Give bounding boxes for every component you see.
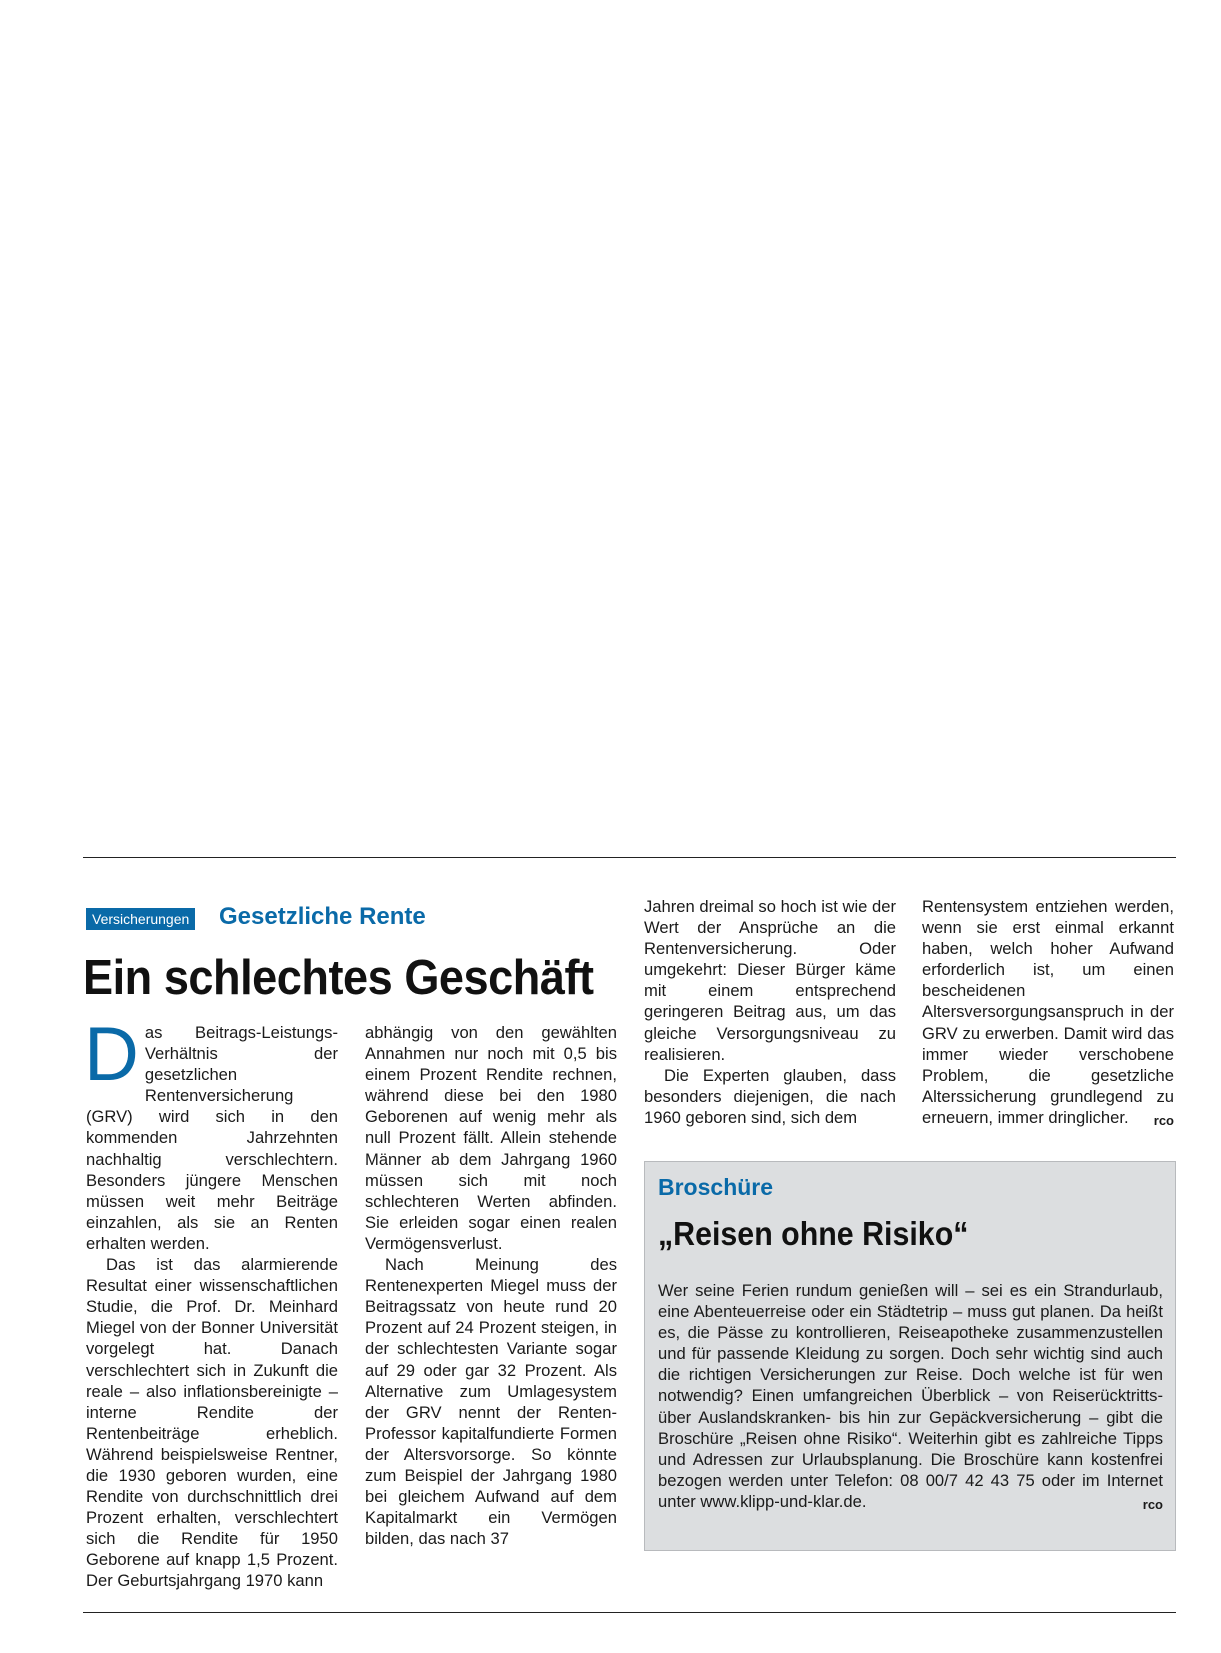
- infobox-kicker: Broschüre: [658, 1174, 774, 1200]
- paragraph-text: as Beitrags-Leistungs-Verhältnis der gesetzlichen Rentenversicherung (GRV) wird sich in den kommenden Jahrzehnten nachhaltig verschlechtern. Besonders jüngere Menschen müssen weit mehr Beiträge einzahlen, als sie an Renten erhalten werden.: [86, 1023, 338, 1253]
- paragraph-text: Wer seine Ferien rundum genießen will – sei es ein Strandurlaub, eine Abenteuerreise oder ein Städtetrip – muss gut planen. Da heißt es, die Pässe zu kontrollieren, Reiseapotheke zusammenzustellen und für passende Kleidung zu sorgen. Doch sehr wichtig sind auch die richtigen Versicherungen zur Reise. Doch welche ist für wen notwendig? Einen umfangreichen Überblick – von Reiserücktritts- über Auslandskranken- bis hin zur Gepäckversicherung – gibt die Broschüre „Reisen ohne Risiko“. Weiterhin gibt es zahlreiche Tipps und Adressen zur Urlaubsplanung. Die Broschüre kann kostenfrei bezogen werden unter Telefon: 08 00/7 42 43 75 oder im Internet unter www.klipp-und-klar.de.: [658, 1281, 1163, 1511]
- article-paragraph: Die Experten glauben, dass besonders diejenigen, die nach 1960 geboren sind, sich dem: [644, 1065, 896, 1127]
- bottom-rule: [83, 1612, 1176, 1613]
- article-headline: Ein schlechtes Geschäft: [83, 951, 594, 1005]
- infobox-body: [658, 1280, 1163, 1515]
- article-paragraph: Jahren dreimal so hoch ist wie der Wert der Ansprüche an die Rentenversicherung. Oder umgekehrt: Dieser Bürger käme mit einem entsprechend geringeren Beitrag aus, um das gleiche Versorgungsniveau zu realisieren.: [644, 897, 896, 1064]
- author-signature: rco: [1153, 1112, 1174, 1128]
- infobox-paragraph: [658, 1280, 1163, 1512]
- section-label: Versicherungen: [86, 908, 195, 930]
- drop-cap: D: [84, 1012, 139, 1097]
- article-paragraph: abhängig von den gewählten Annahmen nur noch mit 0,5 bis einem Prozent Rendite rechnen, während diese bei den 1980 Geborenen auf wenig mehr als null Prozent fällt. Allein stehende Männer ab dem Jahrgang 1960 müssen sich mit noch schlechteren Werten abfinden. Sie erleiden sogar einen realen Vermögensverlust.: [365, 1023, 617, 1253]
- article-column-1: [84, 1012, 338, 1592]
- article-paragraph: Das ist das alarmierende Resultat einer wissenschaftlichen Studie, die Prof. Dr. Meinhard Miegel von der Bonner Universität vorgelegt hat. Danach verschlechtert sich in Zukunft die reale – also inflationsbereinigte – interne Rendite der Rentenbeiträge erheblich. Während beispielsweise Rentner, die 1930 geboren wurden, eine Rendite von durchschnittlich drei Prozent erhalten, verschlechtert sich die Rendite für 1950 Geborene auf knapp 1,5 Prozent. Der Geburtsjahrgang 1970 kann: [86, 1255, 338, 1591]
- article-paragraph: [922, 896, 1174, 1128]
- article-column-4: [922, 896, 1174, 1131]
- paragraph-text: Rentensystem entziehen werden, wenn sie erst einmal erkannt haben, welch hoher Aufwand erforderlich ist, um einen bescheidenen Altersversorgungsanspruch in der GRV zu erwerben. Damit wird das immer wieder verschobene Problem, die gesetzliche Alterssicherung grundlegend zu erneuern, immer dringlicher.: [922, 897, 1174, 1127]
- top-rule: [83, 857, 1176, 858]
- article-column-3: [644, 896, 896, 1128]
- brochure-infobox: [644, 1161, 1176, 1551]
- article-kicker: Gesetzliche Rente: [219, 903, 426, 930]
- article-paragraph: [84, 1012, 338, 1254]
- infobox-signature: rco: [1142, 1496, 1163, 1512]
- article-paragraph: Nach Meinung des Rentenexperten Miegel muss der Beitragssatz von heute rund 20 Prozent auf 24 Prozent steigen, in der schlechtesten Variante sogar auf 29 oder gar 32 Prozent. Als Alternative zum Umlagesystem der GRV nennt der Renten-Professor kapitalfundierte Formen der Altersvorsorge. So könnte zum Beispiel der Jahrgang 1980 bei gleichem Aufwand auf dem Kapitalmarkt ein Vermögen bilden, das nach 37: [365, 1255, 617, 1549]
- article-column-2: [365, 1022, 617, 1549]
- infobox-title: „Reisen ohne Risiko“: [658, 1215, 969, 1252]
